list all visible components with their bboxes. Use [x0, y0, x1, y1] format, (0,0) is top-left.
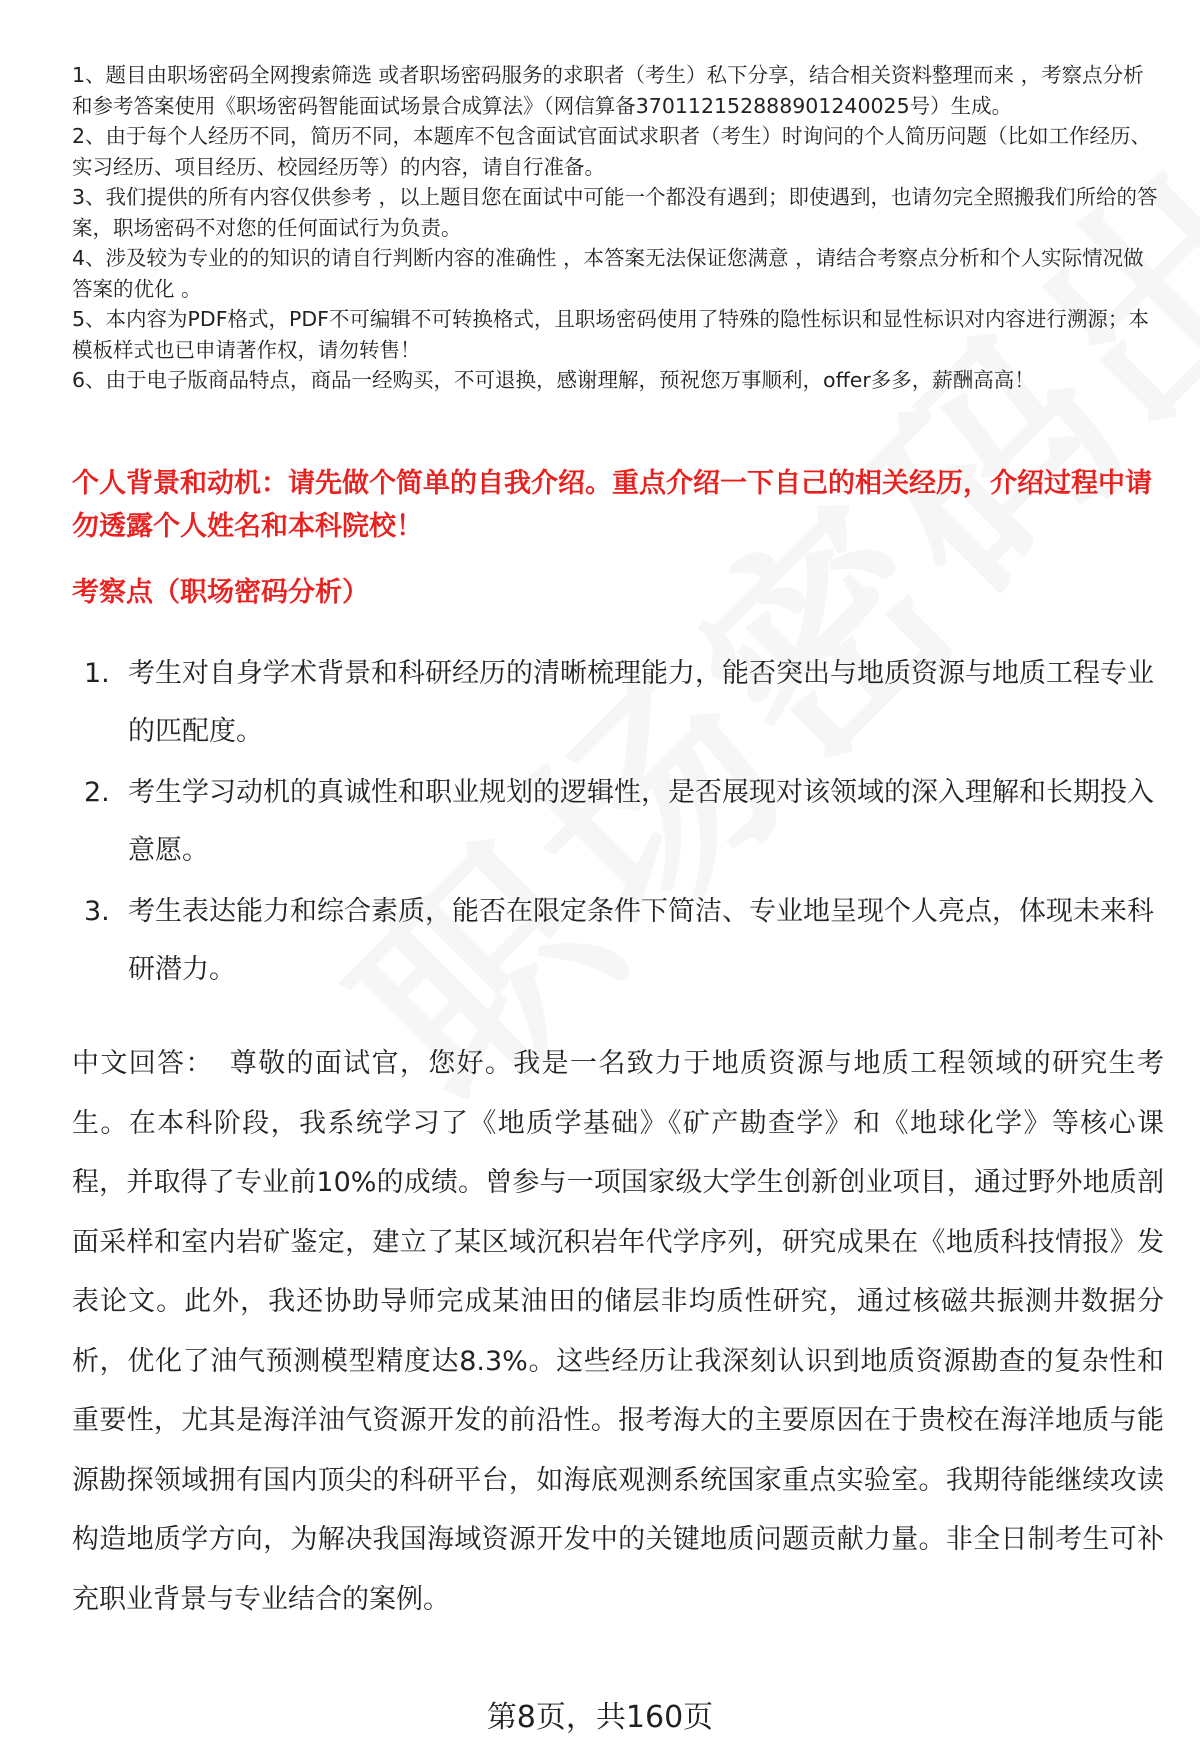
- point-text: 考生学习动机的真诚性和职业规划的逻辑性，是否展现对该领域的深入理解和长期投入意愿。: [128, 777, 1154, 866]
- notice-item: 1、题目由职场密码全网搜索筛选 或者职场密码服务的求职者（考生）私下分享，结合相关资料整理而来 ，考察点分析和参考答案使用《职场密码智能面试场景合成算法》（网信算备370112152888901240025号）生成。: [72, 63, 1144, 118]
- point-number: 3.: [84, 896, 110, 927]
- analysis-heading: 考察点（职场密码分析）: [72, 577, 369, 608]
- interview-question: 个人背景和动机：请先做个简单的自我介绍。重点介绍一下自己的相关经历，介绍过程中请勿透露个人姓名和本科院校！: [72, 468, 1152, 542]
- point-text: 考生表达能力和综合素质，能否在限定条件下简洁、专业地呈现个人亮点，体现未来科研潜力。: [128, 896, 1154, 985]
- notice-item: 4、涉及较为专业的的知识的请自行判断内容的准确性 ，本答案无法保证您满意 ，请结合考察点分析和个人实际情况做答案的优化 。: [72, 246, 1144, 301]
- disclaimer-notices: [72, 60, 1162, 396]
- list-item: [72, 883, 1162, 999]
- notice-item: 3、我们提供的所有内容仅供参考 ，以上题目您在面试中可能一个都没有遇到；即使遇到，也请勿完全照搬我们所给的答案，职场密码不对您的任何面试行为负责。: [72, 185, 1158, 240]
- notice-item: 5、本内容为PDF格式，PDF不可编辑不可转换格式，且职场密码使用了特殊的隐性标识和显性标识对内容进行溯源；本模板样式也已申请著作权，请勿转售！: [72, 307, 1149, 362]
- point-number: 1.: [84, 658, 110, 689]
- answer-paragraph: [72, 1034, 1164, 1629]
- answer-text: 尊敬的面试官，您好。我是一名致力于地质资源与地质工程领域的研究生考生。在本科阶段，我系统学习了《地质学基础》《矿产勘查学》和《地球化学》等核心课程，并取得了专业前10%的成绩。曾参与一项国家级大学生创新创业项目，通过野外地质剖面采样和室内岩矿鉴定，建立了某区域沉积岩年代学序列，研究成果在《地质科技情报》发表论文。此外，我还协助导师完成某油田的储层非均质性研究，通过核磁共振测井数据分析，优化了油气预测模型精度达8.3%。这些经历让我深刻认识到地质资源勘查的复杂性和重要性，尤其是海洋油气资源开发的前沿性。报考海大的主要原因在于贵校在海洋地质与能源勘探领域拥有国内顶尖的科研平台，如海底观测系统国家重点实验室。我期待能继续攻读构造地质学方向，为解决我国海域资源开发中的关键地质问题贡献力量。非全日制考生可补充职业背景与专业结合的案例。: [72, 1048, 1165, 1615]
- list-item: [72, 764, 1162, 880]
- point-text: 考生对自身学术背景和科研经历的清晰梳理能力，能否突出与地质资源与地质工程专业的匹配度。: [128, 658, 1154, 747]
- notice-item: 6、由于电子版商品特点，商品一经购买，不可退换，感谢理解，预祝您万事顺利，offer多多，薪酬高高！: [72, 368, 1035, 392]
- point-number: 2.: [84, 777, 110, 808]
- analysis-points: [72, 645, 1162, 1002]
- notice-item: 2、由于每个人经历不同，简历不同，本题库不包含面试官面试求职者（考生）时询问的个人简历问题（比如工作经历、实习经历、项目经历、校园经历等）的内容，请自行准备。: [72, 124, 1152, 179]
- answer-label: 中文回答：: [72, 1048, 214, 1079]
- list-item: [72, 645, 1162, 761]
- page-number: 第8页，共160页: [486, 1700, 714, 1735]
